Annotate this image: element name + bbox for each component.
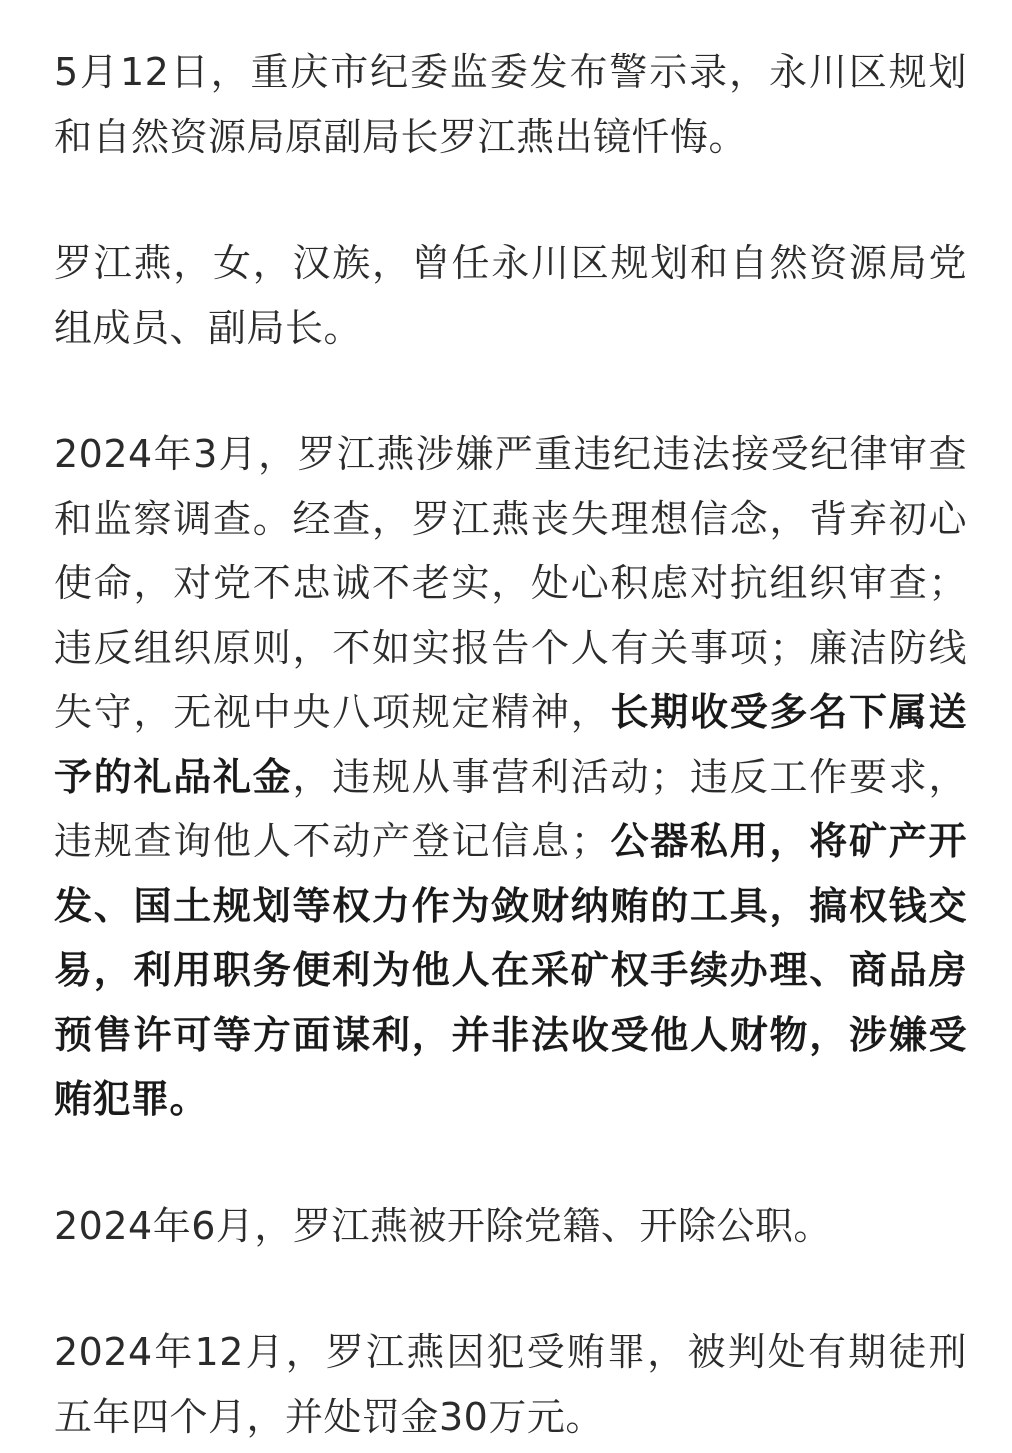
- investigation-bold-1: 长期收受多名下属送予的礼品礼金: [54, 690, 967, 799]
- paragraph-sentence: 2024年12月，罗江燕因犯受贿罪，被判处有期徒刑五年四个月，并处罚金30万元。: [54, 1330, 967, 1439]
- paragraph-expulsion: 2024年6月，罗江燕被开除党籍、开除公职。: [54, 1203, 832, 1248]
- paragraph-announcement: 5月12日，重庆市纪委监委发布警示录，永川区规划和自然资源局原副局长罗江燕出镜忏悔。: [54, 50, 967, 159]
- paragraph-profile: 罗江燕，女，汉族，曾任永川区规划和自然资源局党组成员、副局长。: [54, 241, 967, 350]
- investigation-text-1: 2024年3月，罗江燕涉嫌严重违纪违法接受纪律审查和监察调查。经查，罗江燕丧失理想信念，背弃初心使命，对党不忠诚不老实，处心积虑对抗组织审查；违反组织原则，不如实报告个人有关事项；廉洁防线失守，无视中央八项规定精神，: [54, 432, 967, 734]
- investigation-bold-2: 公器私用，将矿产开发、国土规划等权力作为敛财纳贿的工具，搞权钱交易，利用职务便利为他人在采矿权手续办理、商品房预售许可等方面谋利，并非法收受他人财物，涉嫌受贿犯罪。: [54, 819, 967, 1121]
- investigation-text-2: ，违规从事营利活动；违反工作要求，违规查询他人不动产登记信息；: [54, 754, 967, 863]
- paragraph-investigation: [54, 422, 967, 1132]
